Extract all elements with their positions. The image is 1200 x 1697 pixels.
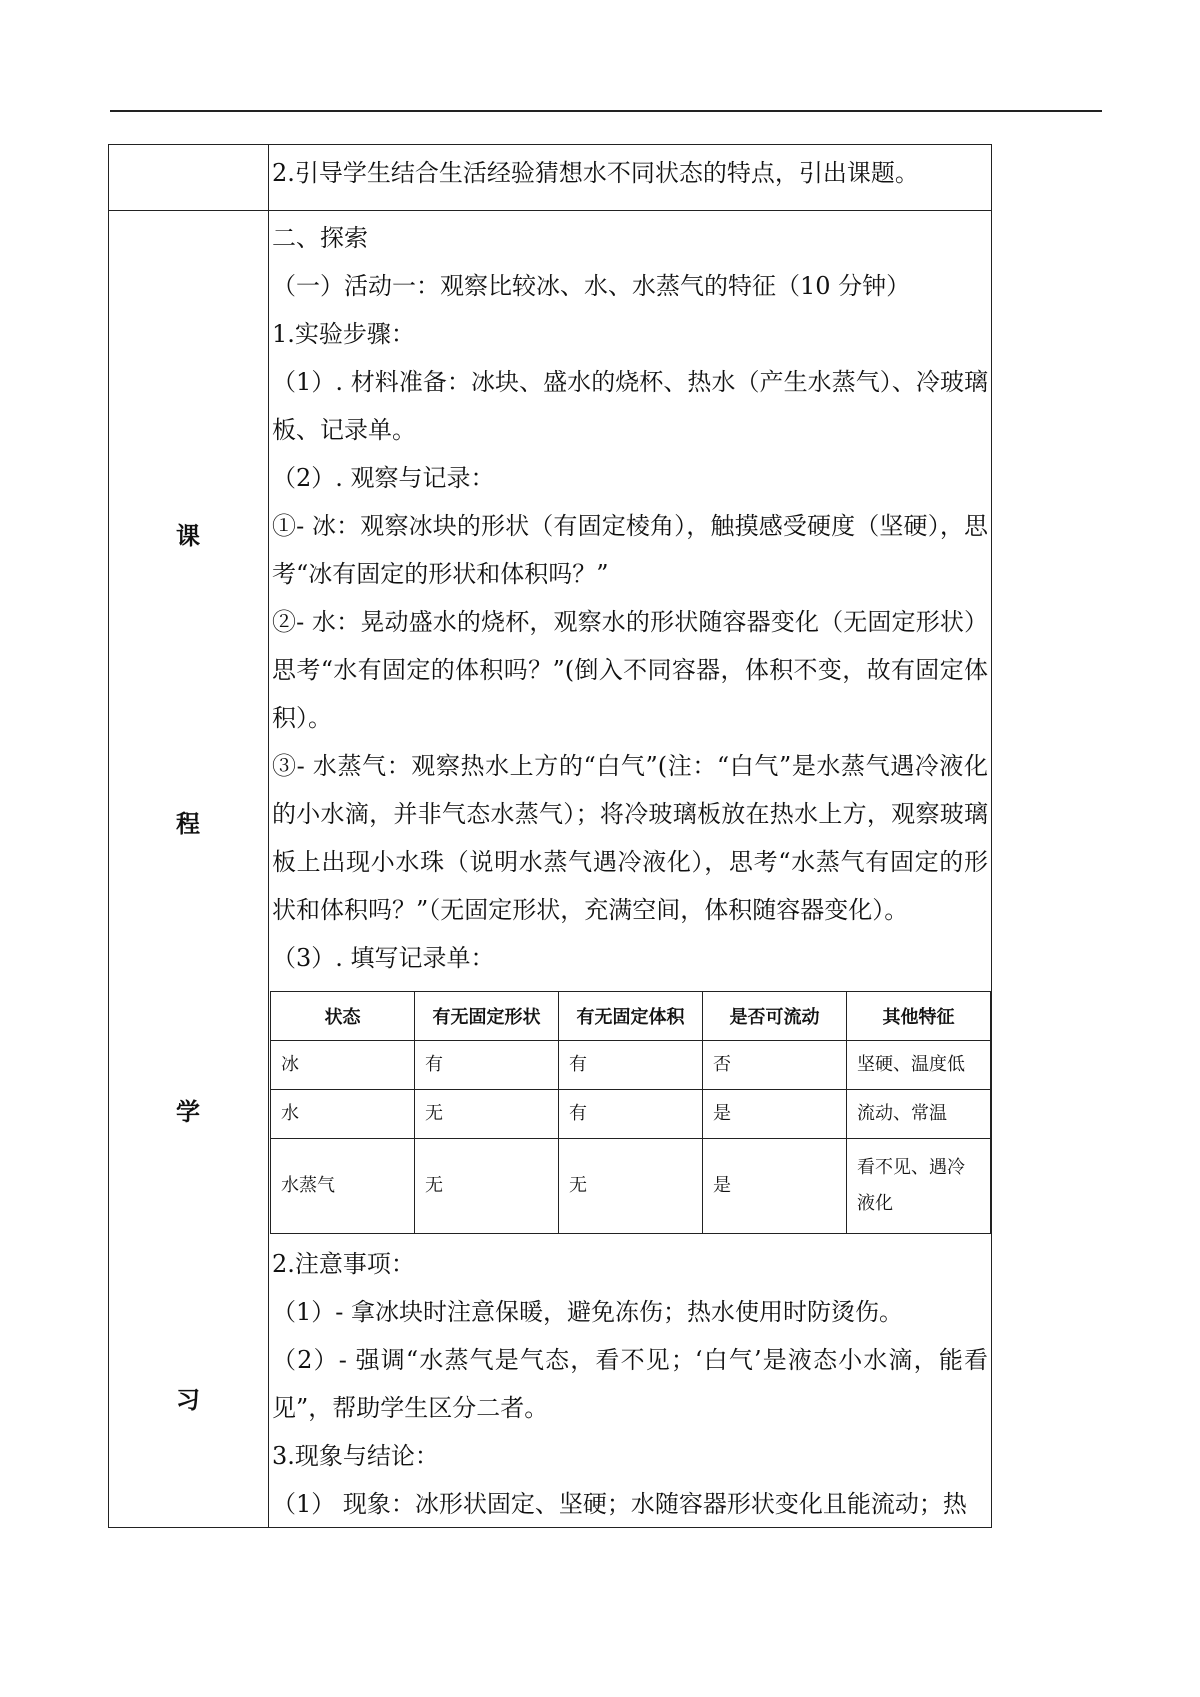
table-cell: 无 xyxy=(415,1139,559,1234)
table-cell: 有 xyxy=(559,1090,703,1139)
activity-heading: （一）活动一：观察比较冰、水、水蒸气的特征（10 分钟） xyxy=(272,272,911,300)
table-cell: 否 xyxy=(703,1041,847,1090)
water-observation: ②- 水：晃动盛水的烧杯，观察水的形状随容器变化（无固定形状）思考“水有固定的体积吗？”(倒入不同容器，体积不变，故有固定体积）。 xyxy=(272,608,988,732)
table-cell: 流动、常温 xyxy=(847,1090,991,1139)
header-rule xyxy=(110,110,1102,112)
header-cell: 其他特征 xyxy=(847,992,991,1041)
table-cell: 是 xyxy=(703,1090,847,1139)
header-cell: 有无固定体积 xyxy=(559,992,703,1041)
ice-observation: ①- 冰：观察冰块的形状（有固定棱角），触摸感受硬度（坚硬），思考“冰有固定的形状和体积吗？” xyxy=(272,512,988,588)
column-divider xyxy=(268,144,269,1528)
table-row xyxy=(271,1139,991,1234)
table-row xyxy=(271,1090,991,1139)
table-cell: 水 xyxy=(271,1090,415,1139)
section-heading: 二、探索 xyxy=(272,224,368,252)
table-cell: 坚硬、温度低 xyxy=(847,1041,991,1090)
explore-section xyxy=(272,214,988,982)
table-cell: 水蒸气 xyxy=(271,1139,415,1234)
conclusion-item: （1） 现象：冰形状固定、坚硬；水随容器形状变化且能流动；热 xyxy=(272,1490,967,1518)
header-cell: 有无固定形状 xyxy=(415,992,559,1041)
table-cell: 无 xyxy=(559,1139,703,1234)
side-label-char: 学 xyxy=(176,1098,200,1126)
conclusion-heading: 3.现象与结论： xyxy=(272,1442,439,1470)
record-heading: （3）. 填写记录单： xyxy=(272,944,495,972)
notes-heading: 2.注意事项： xyxy=(272,1250,415,1278)
header-cell: 状态 xyxy=(271,992,415,1041)
table-row xyxy=(271,1041,991,1090)
side-label-char: 习 xyxy=(176,1386,200,1414)
table-cell: 冰 xyxy=(271,1041,415,1090)
note-item: （1）- 拿冰块时注意保暖，避免冻伤；热水使用时防烫伤。 xyxy=(272,1298,904,1326)
side-label-char: 程 xyxy=(176,810,200,838)
table-cell: 有 xyxy=(559,1041,703,1090)
note-item: （2）- 强调“水蒸气是气态，看不见；‘白气’是液态小水滴，能看见”，帮助学生区分二者。 xyxy=(272,1346,988,1422)
intro-step-text: 2.引导学生结合生活经验猜想水不同状态的特点，引出课题。 xyxy=(272,159,919,187)
side-label-char: 课 xyxy=(176,522,200,550)
table-cell: 看不见、遇冷液化 xyxy=(847,1139,991,1234)
vapor-observation: ③- 水蒸气：观察热水上方的“白气”(注：“白气”是水蒸气遇冷液化的小水滴，并非气态水蒸气）；将冷玻璃板放在热水上方，观察玻璃板上出现小水珠（说明水蒸气遇冷液化），思考“水蒸气有固定的形状和体积吗？”（无固定形状，充满空间，体积随容器变化）。 xyxy=(272,752,988,924)
header-cell: 是否可流动 xyxy=(703,992,847,1041)
steps-heading: 1.实验步骤： xyxy=(272,320,415,348)
notes-section xyxy=(272,1240,988,1528)
table-cell: 无 xyxy=(415,1090,559,1139)
materials-paragraph: （1）. 材料准备：冰块、盛水的烧杯、热水（产生水蒸气）、冷玻璃板、记录单。 xyxy=(272,368,988,444)
record-sheet-table xyxy=(270,991,991,1234)
observe-heading: （2）. 观察与记录： xyxy=(272,464,495,492)
row-divider xyxy=(108,210,992,211)
table-cell: 是 xyxy=(703,1139,847,1234)
table-cell: 有 xyxy=(415,1041,559,1090)
table-header-row xyxy=(271,992,991,1041)
